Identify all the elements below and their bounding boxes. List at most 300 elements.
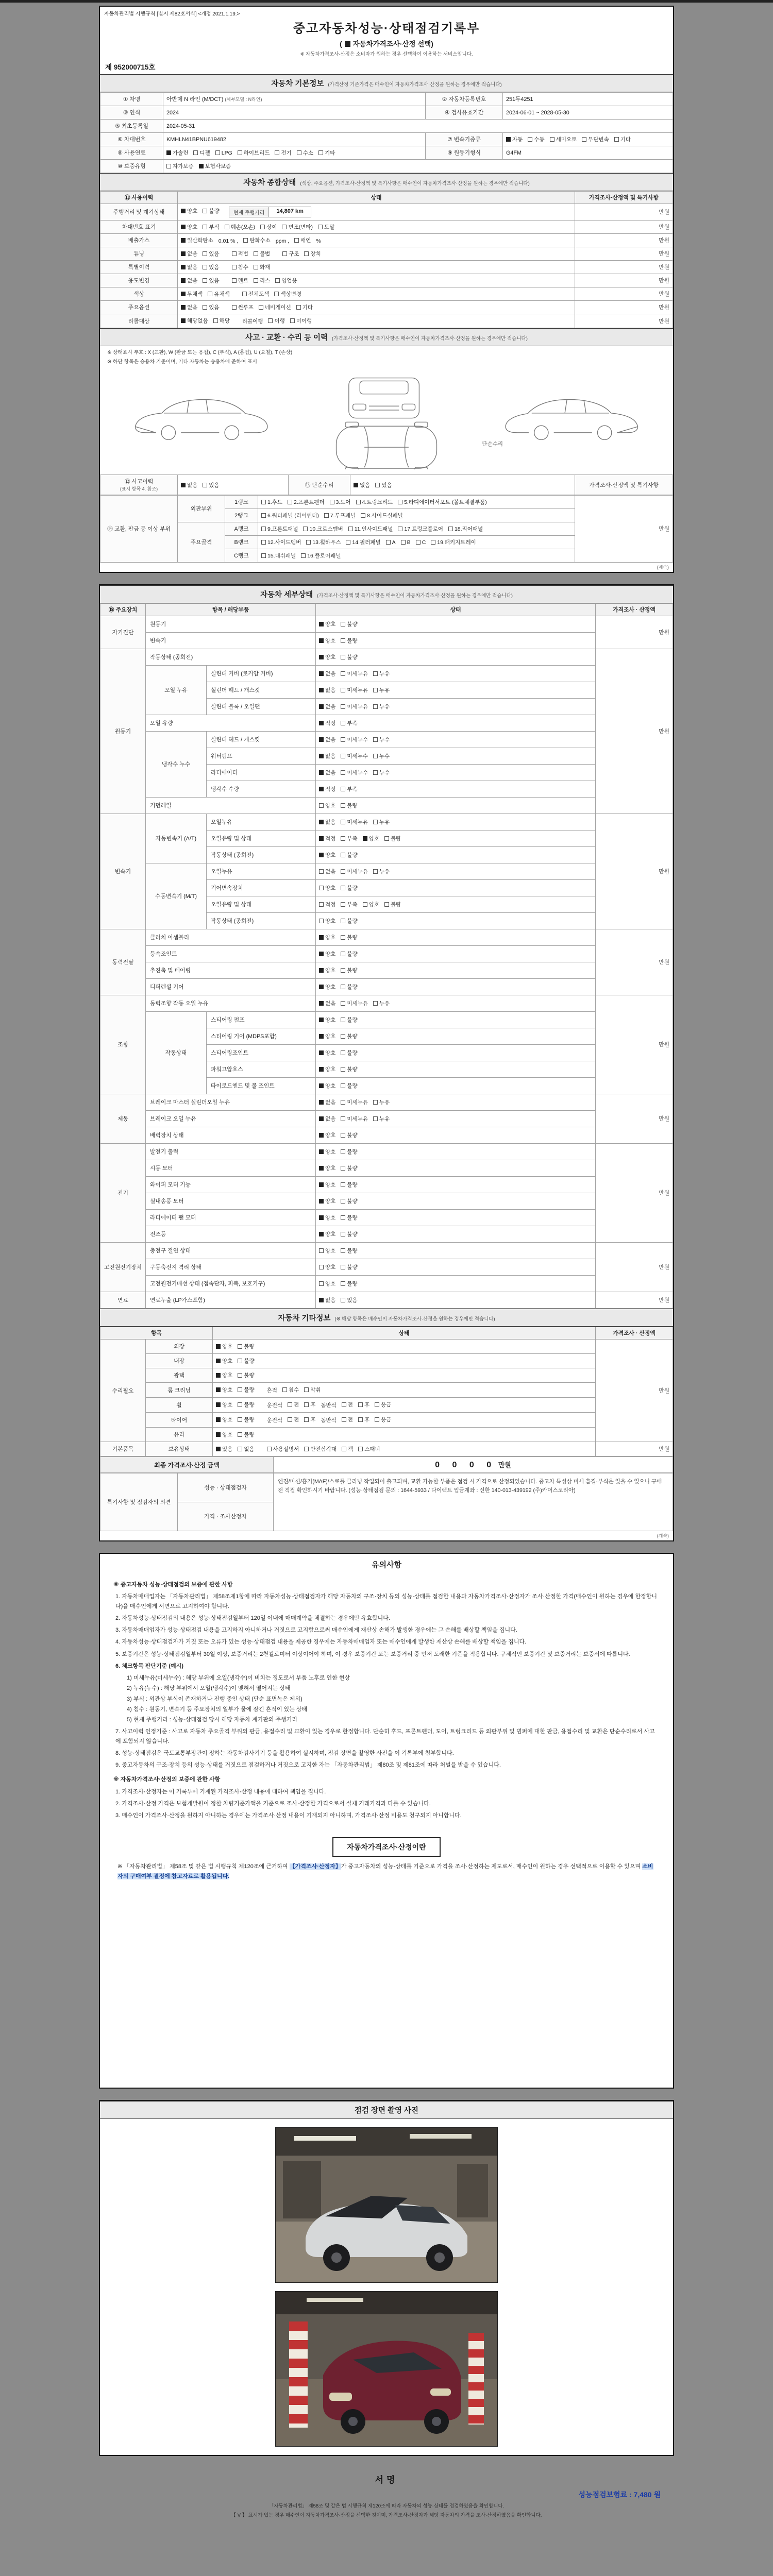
checkbox-후[interactable]: 후 [304, 1401, 315, 1409]
signature-note-1: 「자동차관리법」 제58조 및 같은 법 시행규칙 제120조에 따라 자동차의 성능·상태를 점검하였음을 확인합니다. [268, 2503, 505, 2509]
checkbox-있음[interactable]: 있음 [203, 263, 219, 271]
checkbox-불량[interactable]: 불량 [341, 1016, 357, 1024]
checkbox-해당없음[interactable]: 해당없음 [181, 317, 208, 325]
item-state [316, 715, 596, 732]
checkbox-불법[interactable]: 불법 [254, 250, 270, 258]
checkbox-불량[interactable]: 불량 [341, 1065, 357, 1073]
checkbox-불량[interactable]: 불량 [341, 653, 357, 661]
checkbox-없음[interactable]: 없음 [319, 818, 335, 826]
checkbox-불량[interactable]: 불량 [341, 1263, 357, 1271]
checkbox-불량[interactable]: 불량 [341, 1214, 357, 1222]
detail-row [100, 979, 673, 995]
checkbox-미세누유[interactable]: 미세누유 [341, 818, 368, 826]
checkbox-있음[interactable]: 있음 [203, 250, 219, 258]
checkbox-양호[interactable]: 양호 [216, 1386, 232, 1394]
checkbox-상이[interactable]: 상이 [260, 223, 277, 231]
checkbox-불량[interactable]: 불량 [341, 1131, 357, 1139]
checkbox-불량[interactable]: 불량 [341, 851, 357, 859]
item-label: 오일누유 [207, 863, 316, 880]
item-state [316, 880, 596, 896]
checkbox-미세누수[interactable]: 미세누수 [341, 769, 368, 776]
unchecked-box-icon [238, 1447, 242, 1451]
checkbox-부족[interactable]: 부족 [341, 719, 357, 727]
checkbox-없음[interactable]: 없음 [319, 736, 335, 743]
checkbox-해당[interactable]: 해당 [213, 317, 230, 325]
checkbox-디젤[interactable]: 디젤 [193, 149, 210, 157]
checkbox-안전삼각대[interactable]: 안전삼각대 [304, 1445, 337, 1453]
unchecked-box-icon [341, 1067, 345, 1072]
checkbox-불량[interactable]: 불량 [384, 835, 401, 842]
price-cell: 만원 [575, 221, 673, 234]
checkbox-16.플로어패널[interactable]: 16.플로어패널 [301, 552, 341, 560]
checkbox-누수[interactable]: 누수 [373, 769, 390, 776]
checkbox-C[interactable]: C [416, 539, 426, 546]
checkbox-14.필러패널[interactable]: 14.필러패널 [346, 538, 380, 546]
checkbox-전[interactable]: 전 [288, 1416, 299, 1423]
checkbox-없음[interactable]: 없음 [319, 868, 335, 875]
section-accident-header: 사고 · 교환 · 수리 등 이력 (가격조사·산정액 및 특기사항은 매수인이 자동차가격조사·산정을 원하는 경우에만 적습니다) [100, 328, 673, 346]
checkbox-A[interactable]: A [386, 539, 396, 546]
checkbox-가솔린[interactable]: 가솔린 [166, 149, 188, 157]
checkbox-18.리어패널[interactable]: 18.리어패널 [448, 525, 483, 533]
checkbox-불량[interactable]: 불량 [341, 1032, 357, 1040]
checkbox-양호[interactable]: 양호 [319, 983, 335, 991]
checkbox-불량[interactable]: 불량 [238, 1357, 254, 1365]
checkbox-스패너[interactable]: 스패너 [358, 1445, 380, 1453]
checkbox-양호[interactable]: 양호 [319, 1214, 335, 1222]
state-column: 상태 [316, 604, 596, 616]
checkbox-양호[interactable]: 양호 [319, 637, 335, 645]
unchecked-box-icon [341, 853, 345, 857]
checkbox-색상변경[interactable]: 색상변경 [274, 290, 301, 298]
checkbox-양호[interactable]: 양호 [319, 1148, 335, 1156]
checkbox-양호[interactable]: 양호 [319, 950, 335, 958]
checkbox-적정[interactable]: 적정 [319, 785, 335, 793]
checked-box-icon [319, 787, 324, 791]
checkbox-보험사보증[interactable]: 보험사보증 [199, 162, 231, 170]
item-label: 파워고압호스 [207, 1061, 316, 1078]
item-state [316, 1078, 596, 1094]
inspector-opinion-text: 엔진/미션/흡기(MAF)/스로틀 클리닝 작업되어 출고되며, 교환 가능한 부품은 점검 시 가격으로 산정되었습니다. 중고차 특성상 미세 흠집·부식은 있을 수 있으니 구매 전 직접 확인하시기 바랍니다. (성능·상태점검 문의 : 1644-5933 / 다이렉트 입금계좌 : 신한 140-013-439192 (주)카머스코리아) [274, 1473, 673, 1531]
checkbox-리스[interactable]: 리스 [254, 277, 270, 284]
basic-row-warranty [100, 160, 673, 173]
checkbox-불량[interactable]: 불량 [238, 1401, 254, 1409]
state-text: % [316, 238, 321, 244]
checkbox-불량[interactable]: 불량 [341, 1247, 357, 1255]
checkbox-누유[interactable]: 누유 [373, 868, 390, 875]
unchecked-box-icon [203, 278, 207, 283]
checkbox-불량[interactable]: 불량 [238, 1416, 254, 1423]
checkbox-없음[interactable]: 없음 [319, 1296, 335, 1304]
state-text: 동반석 [321, 1402, 337, 1409]
checkbox-양호[interactable]: 양호 [319, 884, 335, 892]
checkbox-부족[interactable]: 부족 [341, 901, 357, 908]
checkbox-없음[interactable]: 없음 [319, 670, 335, 677]
checkbox-불량[interactable]: 불량 [238, 1386, 254, 1394]
checked-box-icon [319, 770, 324, 775]
checkbox-있음[interactable]: 있음 [375, 481, 392, 489]
item-label: 기어변속장치 [207, 880, 316, 896]
checkbox-없음[interactable]: 없음 [319, 703, 335, 710]
checkbox-양호[interactable]: 양호 [319, 1263, 335, 1271]
checkbox-미세누유[interactable]: 미세누유 [341, 686, 368, 694]
simple-repair-caption: 단순수리 [482, 441, 503, 447]
simple-repair-label: ⑬ 단순수리 [289, 475, 350, 495]
checkbox-악취[interactable]: 악취 [304, 1386, 321, 1394]
checkbox-없음[interactable]: 없음 [319, 686, 335, 694]
unchecked-box-icon [304, 251, 309, 256]
item-state [213, 1428, 596, 1442]
checkbox-불량[interactable]: 불량 [341, 934, 357, 941]
checked-box-icon [319, 1050, 324, 1055]
car-left-side-view [136, 399, 267, 439]
checkbox-양호[interactable]: 양호 [319, 1065, 335, 1073]
checkbox-있음[interactable]: 있음 [216, 1445, 232, 1453]
checkbox-LPG[interactable]: LPG [215, 150, 232, 156]
unchecked-box-icon [341, 1281, 345, 1286]
subgroup-label: 작동상태 [146, 1012, 207, 1094]
checkbox-13.휠하우스[interactable]: 13.휠하우스 [306, 538, 341, 546]
damage-code-legend: ※ 상태표시 부호 : X (교환), W (판금 또는 용접), C (부식), A (흠집), U (요철), T (손상) [107, 350, 293, 355]
checked-box-icon [319, 1067, 324, 1072]
unchecked-box-icon [550, 137, 554, 142]
checkbox-1.후드[interactable]: 1.후드 [261, 498, 282, 506]
checkbox-일산화탄소[interactable]: 일산화탄소 [181, 236, 213, 244]
checkbox-양호[interactable]: 양호 [181, 223, 197, 231]
checkbox-양호[interactable]: 양호 [319, 967, 335, 974]
checked-box-icon [319, 1034, 324, 1039]
checkbox-전[interactable]: 전 [342, 1416, 353, 1423]
checkbox-전[interactable]: 전 [342, 1401, 353, 1409]
checkbox-10.크로스멤버[interactable]: 10.크로스멤버 [303, 525, 343, 533]
checkbox-8.사이드실패널[interactable]: 8.사이드실패널 [361, 512, 403, 519]
checked-box-icon [216, 1387, 221, 1392]
checkbox-적법[interactable]: 적법 [232, 250, 248, 258]
checkbox-양호[interactable]: 양호 [319, 1032, 335, 1040]
checkbox-침수[interactable]: 침수 [232, 263, 248, 271]
checkbox-양호[interactable]: 양호 [216, 1431, 232, 1438]
checkbox-적정[interactable]: 적정 [319, 719, 335, 727]
checkbox-불량[interactable]: 불량 [238, 1431, 254, 1438]
checkbox-12.사이드멤버[interactable]: 12.사이드멤버 [261, 538, 301, 546]
checkbox-불량[interactable]: 불량 [341, 1181, 357, 1189]
checkbox-전체도색[interactable]: 전체도색 [242, 290, 270, 298]
odometer-box: 현재 주행거리 14,807 km [229, 207, 311, 217]
checkbox-도말[interactable]: 도말 [318, 223, 334, 231]
checkbox-미세누유[interactable]: 미세누유 [341, 670, 368, 677]
unchecked-box-icon [341, 1199, 345, 1204]
checkbox-누유[interactable]: 누유 [373, 1115, 390, 1123]
checkbox-불량[interactable]: 불량 [341, 620, 357, 628]
subgroup-label: 오일 누유 [146, 666, 207, 715]
checkbox-불량[interactable]: 불량 [341, 1280, 357, 1287]
checkbox-구조[interactable]: 구조 [282, 250, 299, 258]
checkbox-양호[interactable]: 양호 [181, 207, 197, 215]
checkbox-누유[interactable]: 누유 [373, 703, 390, 710]
item-state [316, 1243, 596, 1259]
detail-row [100, 1210, 673, 1226]
etc-row [100, 1413, 673, 1428]
checkbox-양호[interactable]: 양호 [319, 802, 335, 809]
unchecked-box-icon [238, 150, 242, 155]
checkbox-렌트[interactable]: 렌트 [232, 277, 248, 284]
checkbox-응급[interactable]: 응급 [375, 1416, 391, 1423]
checkbox-불량[interactable]: 불량 [341, 1197, 357, 1205]
item-label: 외장 [146, 1340, 213, 1354]
checkbox-미세누수[interactable]: 미세누수 [341, 736, 368, 743]
checkbox-양호[interactable]: 양호 [216, 1416, 232, 1423]
checkbox-이행[interactable]: 이행 [268, 317, 284, 325]
checkbox-양호[interactable]: 양호 [363, 835, 379, 842]
checkbox-불량[interactable]: 불량 [341, 1164, 357, 1172]
checkbox-미세누유[interactable]: 미세누유 [341, 1098, 368, 1106]
checked-box-icon [199, 164, 204, 168]
checkbox-네비게이션[interactable]: 네비게이션 [259, 303, 291, 311]
checkbox-양호[interactable]: 양호 [319, 1131, 335, 1139]
checkbox-양호[interactable]: 양호 [319, 1280, 335, 1287]
subgroup-label: 수동변속기 (M/T) [146, 863, 207, 929]
checkbox-없음[interactable]: 없음 [354, 481, 370, 489]
checkbox-4.트렁크리드[interactable]: 4.트렁크리드 [356, 498, 393, 506]
checkbox-부족[interactable]: 부족 [341, 835, 357, 842]
usage-history-column: ⑪ 사용이력 [100, 192, 178, 204]
notice-paragraph: 2. 가격조사·산정 가격은 보험개발원이 정한 차량기준가액을 기준으로 조사·산정한 가격으로서 실제 거래가격과 다를 수 있습니다. [115, 1800, 431, 1807]
checkbox-양호[interactable]: 양호 [319, 1049, 335, 1057]
checkbox-누유[interactable]: 누유 [373, 1098, 390, 1106]
checkbox-누유[interactable]: 누유 [373, 818, 390, 826]
etc-group-label: 수리필요 [100, 1340, 146, 1442]
checkbox-있음[interactable]: 있음 [341, 1296, 357, 1304]
overall-row [100, 261, 673, 274]
checkbox-미세누수[interactable]: 미세누수 [341, 752, 368, 760]
checkbox-없음[interactable]: 없음 [319, 1098, 335, 1106]
checkbox-양호[interactable]: 양호 [319, 1197, 335, 1205]
item-state [316, 1226, 596, 1243]
checkbox-누수[interactable]: 누수 [373, 752, 390, 760]
checkbox-변조(변타)[interactable]: 변조(변타) [282, 223, 313, 231]
checkbox-6.쿼터패널 (리어펜더)[interactable]: 6.쿼터패널 (리어펜더) [261, 512, 319, 519]
device-label: 조향 [100, 995, 146, 1094]
checkbox-자가보증[interactable]: 자가보증 [166, 162, 194, 170]
checkbox-양호[interactable]: 양호 [319, 1082, 335, 1090]
price-cell: 만원 [575, 204, 673, 221]
checkbox-양호[interactable]: 양호 [319, 1181, 335, 1189]
unchecked-box-icon [261, 540, 266, 545]
unchecked-box-icon [384, 902, 389, 907]
checkbox-19.패키지트레이[interactable]: 19.패키지트레이 [431, 538, 476, 546]
unchecked-box-icon [341, 622, 345, 626]
checkbox-없음[interactable]: 없음 [181, 303, 197, 311]
checkbox-장치[interactable]: 장치 [304, 250, 321, 258]
checkbox-7.루프패널[interactable]: 7.루프패널 [324, 512, 356, 519]
diagram-basis-legend: ※ 하단 항목은 승용차 기준이며, 기타 자동차는 승용차에 준하여 표시 [107, 359, 257, 365]
checkbox-후[interactable]: 후 [358, 1416, 369, 1423]
checkbox-부족[interactable]: 부족 [341, 785, 357, 793]
checkbox-침수[interactable]: 침수 [282, 1386, 299, 1394]
checkbox-후[interactable]: 후 [304, 1416, 315, 1423]
checkbox-불량[interactable]: 불량 [341, 637, 357, 645]
checkbox-11.인사이드패널[interactable]: 11.인사이드패널 [348, 525, 393, 533]
price-survey-selected-checkbox-icon[interactable] [345, 41, 350, 47]
checkbox-매연[interactable]: 매연 [294, 236, 311, 244]
checkbox-불량[interactable]: 불량 [341, 1230, 357, 1238]
notice-paragraph: ※ 중고자동차 성능·상태점검의 보증에 관한 사항 [113, 1582, 233, 1588]
checkbox-15.대쉬패널[interactable]: 15.대쉬패널 [261, 552, 296, 560]
checkbox-불량[interactable]: 불량 [341, 1148, 357, 1156]
checkbox-후[interactable]: 후 [358, 1401, 369, 1409]
checkbox-양호[interactable]: 양호 [216, 1371, 232, 1379]
checkbox-하이브리드[interactable]: 하이브리드 [238, 149, 270, 157]
checkbox-양호[interactable]: 양호 [319, 620, 335, 628]
checkbox-기타[interactable]: 기타 [318, 149, 335, 157]
photos-box [99, 2100, 674, 2456]
checkbox-영업용[interactable]: 영업용 [275, 277, 297, 284]
checkbox-훼손(오손)[interactable]: 훼손(오손) [225, 223, 256, 231]
checkbox-없음[interactable]: 없음 [181, 481, 197, 489]
checkbox-불량[interactable]: 불량 [341, 917, 357, 925]
checkbox-미세누유[interactable]: 미세누유 [341, 703, 368, 710]
checkbox-누유[interactable]: 누유 [373, 670, 390, 677]
checkbox-없음[interactable]: 없음 [319, 1115, 335, 1123]
checkbox-양호[interactable]: 양호 [319, 934, 335, 941]
checkbox-불량[interactable]: 불량 [341, 983, 357, 991]
checkbox-없음[interactable]: 없음 [319, 769, 335, 776]
checkbox-양호[interactable]: 양호 [319, 653, 335, 661]
checkbox-잭[interactable]: 잭 [342, 1445, 353, 1453]
checkbox-양호[interactable]: 양호 [216, 1357, 232, 1365]
checkbox-불량[interactable]: 불량 [341, 1049, 357, 1057]
checkbox-미세누유[interactable]: 미세누유 [341, 999, 368, 1007]
continued-marker: (계속) [657, 1533, 669, 1538]
checkbox-있음[interactable]: 있음 [203, 277, 219, 284]
opinion-label: 특기사항 및 점검자의 의견 [100, 1473, 178, 1531]
unchecked-box-icon [242, 292, 247, 296]
item-state [213, 1398, 596, 1413]
checkbox-양호[interactable]: 양호 [319, 851, 335, 859]
model-year-value: 2024 [163, 106, 426, 120]
item-label: 실린더 블록 / 오일팬 [207, 699, 316, 715]
checkbox-불량[interactable]: 불량 [341, 802, 357, 809]
checkbox-수동[interactable]: 수동 [528, 135, 544, 143]
checkbox-9.프론트패널[interactable]: 9.프론트패널 [261, 525, 298, 533]
unchecked-box-icon [582, 137, 586, 142]
item-label: 스티어링 펌프 [207, 1012, 316, 1028]
checkbox-수소[interactable]: 수소 [297, 149, 313, 157]
checkbox-적정[interactable]: 적정 [319, 835, 335, 842]
checkbox-있음[interactable]: 있음 [203, 303, 219, 311]
checkbox-B[interactable]: B [401, 539, 411, 546]
checkbox-전기[interactable]: 전기 [275, 149, 291, 157]
checkbox-세미오토[interactable]: 세미오토 [550, 135, 577, 143]
checkbox-없음[interactable]: 없음 [238, 1445, 254, 1453]
detail-row [100, 814, 673, 831]
checkbox-양호[interactable]: 양호 [319, 1247, 335, 1255]
checkbox-없음[interactable]: 없음 [181, 277, 197, 284]
unchecked-box-icon [238, 1432, 242, 1437]
unchecked-box-icon [341, 935, 345, 940]
checkbox-누유[interactable]: 누유 [373, 686, 390, 694]
item-state [316, 847, 596, 863]
checkbox-양호[interactable]: 양호 [216, 1401, 232, 1409]
checkbox-불량[interactable]: 불량 [341, 950, 357, 958]
overall-row [100, 274, 673, 287]
section-detail-header: 자동차 세부상태 (가격조사·산정액 및 특기사항은 매수인이 자동차가격조사·산정을 원하는 경우에만 적습니다) [100, 585, 673, 603]
notice-paragraph: 6. 체크항목 판단기준 (예시) [115, 1663, 183, 1669]
checkbox-있음[interactable]: 있음 [203, 481, 219, 489]
unchecked-box-icon [341, 1298, 345, 1302]
checkbox-기타[interactable]: 기타 [614, 135, 631, 143]
checkbox-사용설명서[interactable]: 사용설명서 [267, 1445, 299, 1453]
checked-box-icon [319, 1100, 324, 1105]
checkbox-탄화수소[interactable]: 탄화수소 [243, 236, 271, 244]
checkbox-누유[interactable]: 누유 [373, 999, 390, 1007]
checkbox-없음[interactable]: 없음 [319, 752, 335, 760]
unchecked-box-icon [238, 1387, 242, 1392]
checkbox-유채색[interactable]: 유채색 [208, 290, 229, 298]
checkbox-5.라디에이터서포트 (볼트체결부품)[interactable]: 5.라디에이터서포트 (볼트체결부품) [398, 498, 487, 506]
checkbox-없음[interactable]: 없음 [181, 263, 197, 271]
checkbox-2.프론트펜더[interactable]: 2.프론트펜더 [288, 498, 324, 506]
checkbox-3.도어[interactable]: 3.도어 [330, 498, 351, 506]
checkbox-미세누유[interactable]: 미세누유 [341, 1115, 368, 1123]
checkbox-불량[interactable]: 불량 [238, 1343, 254, 1350]
checkbox-적정[interactable]: 적정 [319, 901, 335, 908]
checkbox-누수[interactable]: 누수 [373, 736, 390, 743]
checkbox-양호[interactable]: 양호 [319, 1016, 335, 1024]
checkbox-전[interactable]: 전 [288, 1401, 299, 1409]
checkbox-화재[interactable]: 화재 [254, 263, 270, 271]
item-label: 충전구 절연 상태 [146, 1243, 316, 1259]
item-label: 와이퍼 모터 기능 [146, 1177, 316, 1193]
item-state [316, 863, 596, 880]
checkbox-기타[interactable]: 기타 [296, 303, 313, 311]
checkbox-불량[interactable]: 불량 [341, 884, 357, 892]
checkbox-불량[interactable]: 불량 [341, 1082, 357, 1090]
detail-row [100, 1292, 673, 1309]
unchecked-box-icon [260, 225, 265, 229]
checkbox-부식[interactable]: 부식 [203, 223, 219, 231]
checkbox-양호[interactable]: 양호 [319, 1230, 335, 1238]
item-label: 연료누출 (LP가스포함) [146, 1292, 316, 1309]
item-label: 커먼레일 [146, 798, 316, 814]
checkbox-미세누유[interactable]: 미세누유 [341, 868, 368, 875]
checkbox-양호[interactable]: 양호 [319, 917, 335, 925]
checkbox-자동[interactable]: 자동 [506, 135, 523, 143]
checkbox-양호[interactable]: 양호 [216, 1343, 232, 1350]
unchecked-box-icon [348, 527, 353, 531]
item-state [178, 234, 575, 247]
checkbox-17.트렁크플로어[interactable]: 17.트렁크플로어 [398, 525, 443, 533]
checkbox-불량[interactable]: 불량 [384, 901, 401, 908]
checkbox-양호[interactable]: 양호 [363, 901, 379, 908]
checked-box-icon [181, 318, 186, 323]
checkbox-불량[interactable]: 불량 [341, 967, 357, 974]
checked-box-icon [319, 836, 324, 841]
checkbox-응급[interactable]: 응급 [375, 1401, 391, 1409]
checkbox-없음[interactable]: 없음 [181, 250, 197, 258]
unchecked-box-icon [319, 919, 324, 923]
checkbox-미이행[interactable]: 미이행 [290, 317, 312, 325]
checkbox-무채색[interactable]: 무채색 [181, 290, 203, 298]
checkbox-불량[interactable]: 불량 [203, 207, 219, 215]
checkbox-양호[interactable]: 양호 [319, 1164, 335, 1172]
checkbox-무단변속[interactable]: 무단변속 [582, 135, 609, 143]
checked-box-icon [319, 704, 324, 709]
checkbox-불량[interactable]: 불량 [238, 1371, 254, 1379]
checkbox-없음[interactable]: 없음 [319, 999, 335, 1007]
overall-row [100, 221, 673, 234]
checkbox-썬루프[interactable]: 썬루프 [232, 303, 254, 311]
